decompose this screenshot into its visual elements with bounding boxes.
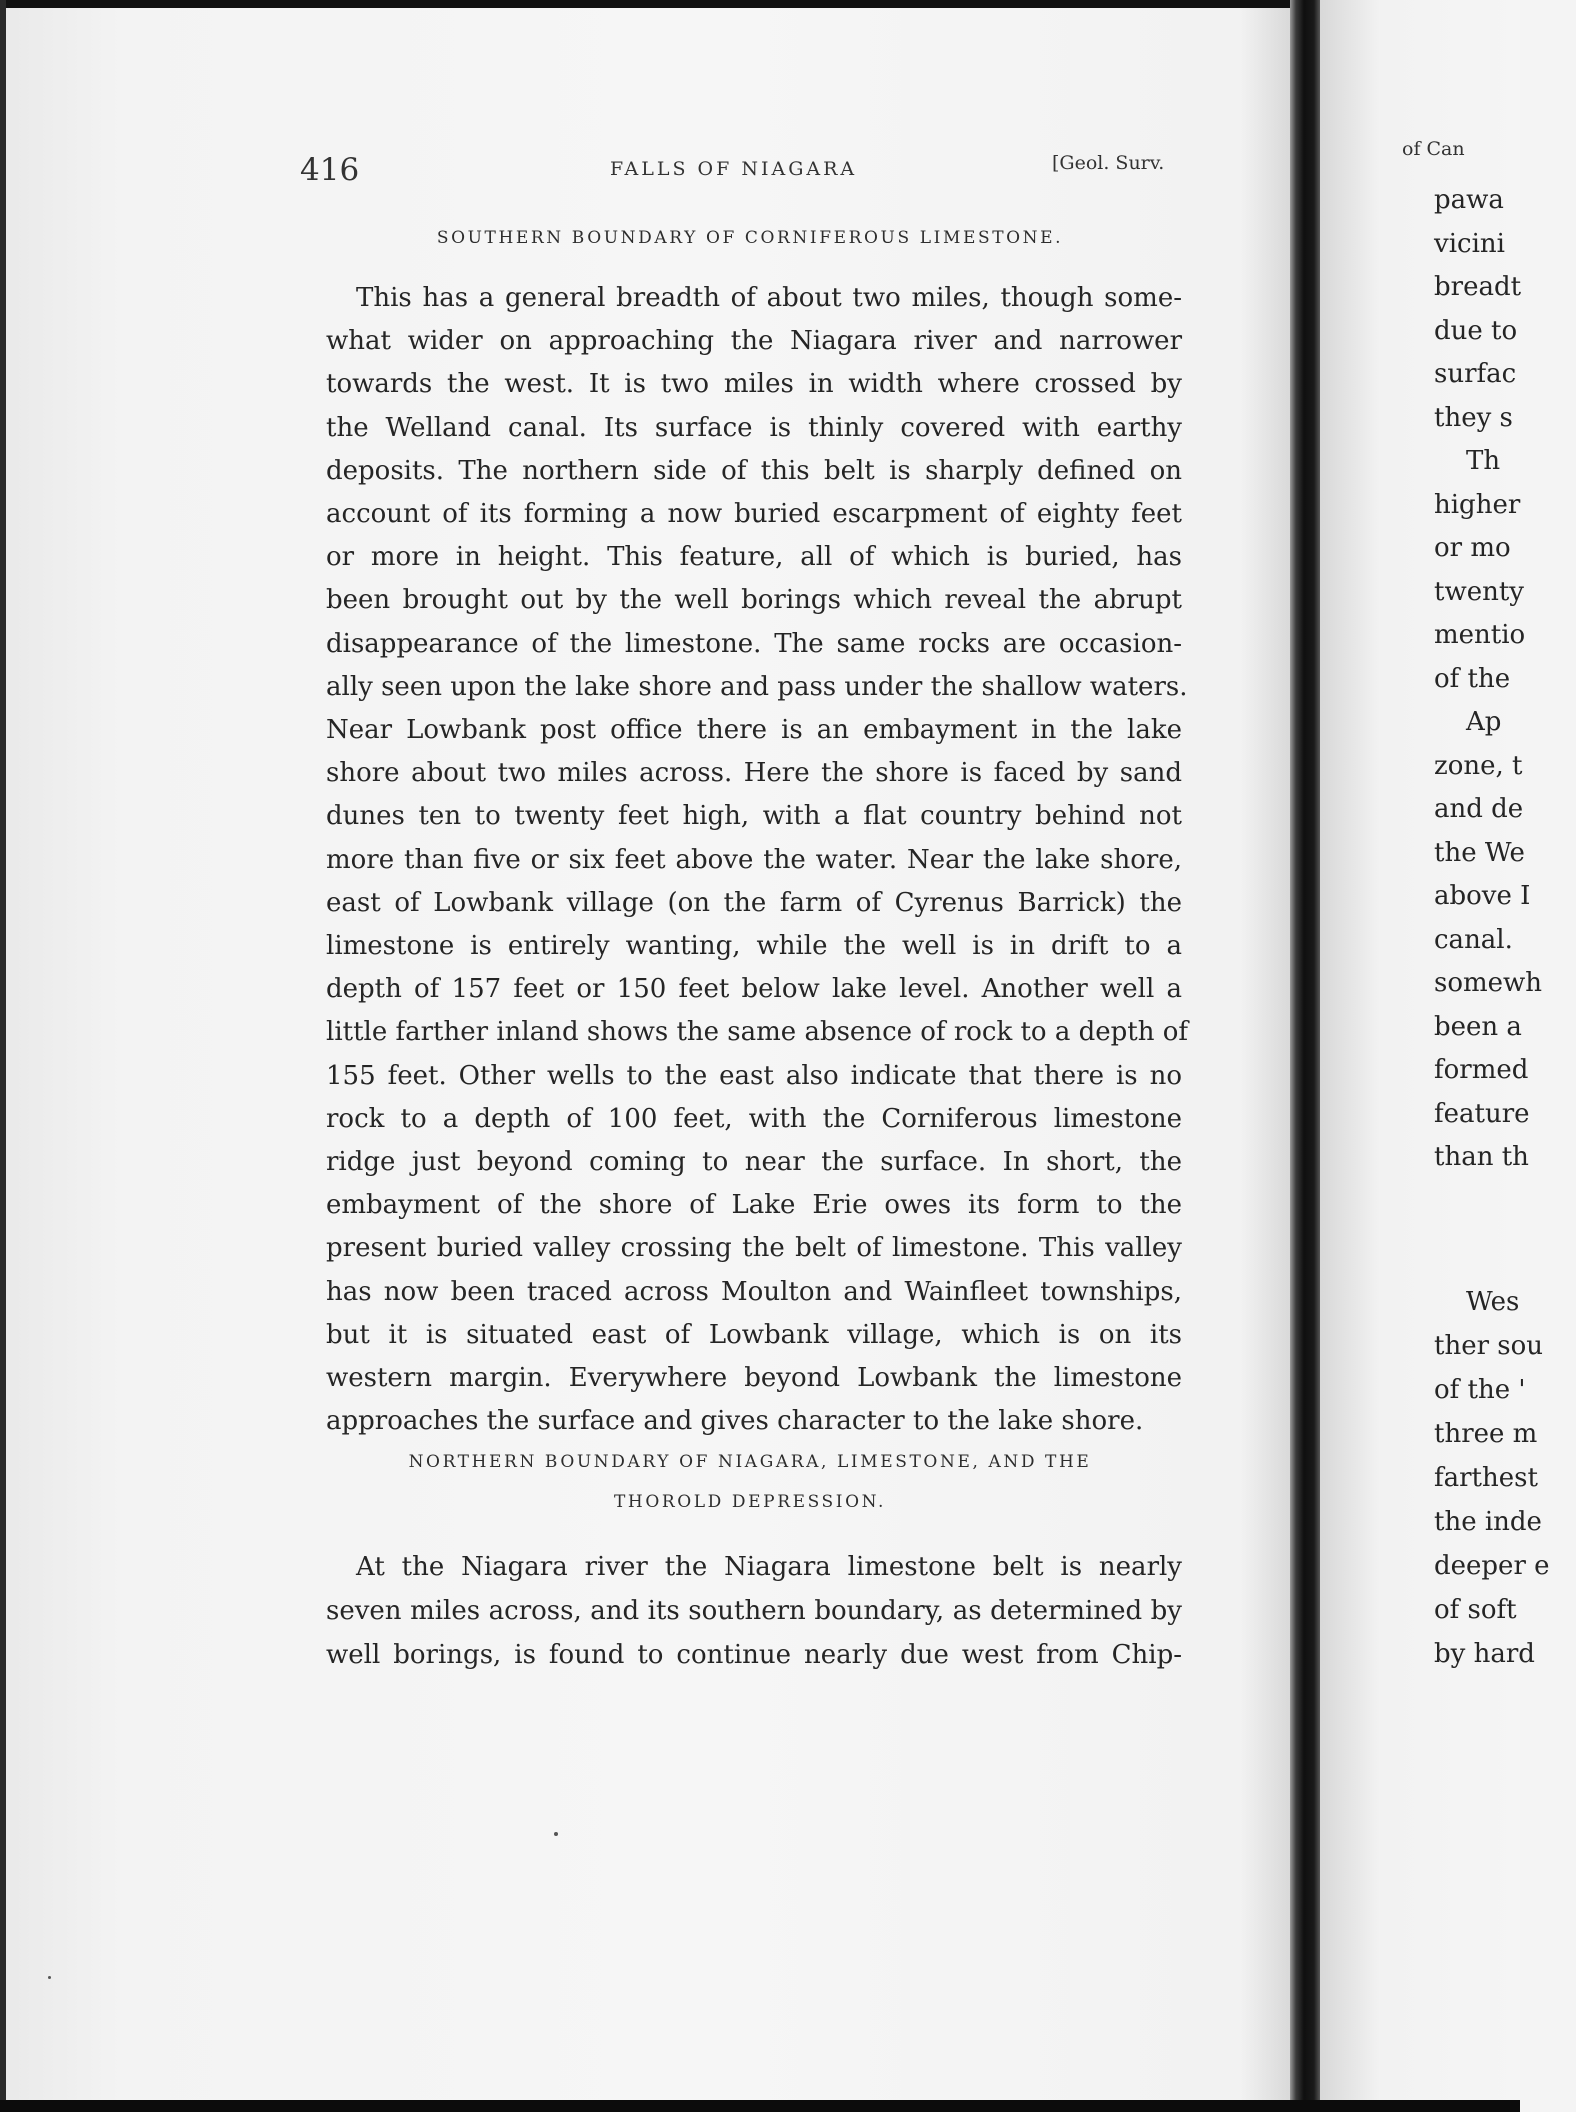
text-line: embayment of the shore of Lake Erie owes its form to the: [326, 1190, 1182, 1221]
text-line: approaches the surface and gives character to the lake shore.: [326, 1406, 1144, 1437]
right-page-text-line: the We: [1434, 837, 1525, 868]
running-head: [300, 152, 1200, 192]
running-head-right: [Geol. Surv.: [1052, 152, 1165, 174]
right-page-text-line: or mo: [1434, 533, 1511, 563]
text-line: deposits. The northern side of this belt is sharply defined on: [326, 455, 1182, 486]
text-line: but it is situated east of Lowbank village, which is on its: [326, 1319, 1182, 1350]
text-line: well borings, is found to continue nearly due west from Chip-: [326, 1640, 1182, 1670]
text-line: account of its forming a now buried escarpment of eighty feet: [326, 499, 1182, 529]
right-page-text-line: Ap: [1466, 707, 1502, 737]
right-page-text-line: three m: [1434, 1419, 1538, 1449]
right-page-text-line: above I: [1434, 881, 1531, 911]
right-page-text-line: Wes: [1466, 1287, 1520, 1317]
scan-speck: [48, 1976, 51, 1979]
right-page-text-line: surfac: [1434, 359, 1517, 389]
text-line: has now been traced across Moulton and Wainfleet townships,: [326, 1276, 1182, 1307]
right-page-text-line: somewh: [1434, 968, 1543, 998]
right-page-text-line: been a: [1434, 1011, 1522, 1042]
right-page-text-line: zone, t: [1434, 750, 1523, 781]
text-line: the Welland canal. Its surface is thinly covered with earthy: [326, 412, 1182, 443]
right-page-text-line: of the: [1434, 663, 1511, 694]
right-page-text-line: feature: [1434, 1098, 1530, 1129]
text-line: dunes ten to twenty feet high, with a flat country behind not: [326, 801, 1182, 832]
text-line: At the Niagara river the Niagara limestone belt is nearly: [356, 1552, 1182, 1582]
right-page-text-line: Th: [1466, 446, 1501, 476]
scan-speck: [554, 1832, 558, 1836]
text-line: or more in height. This feature, all of which is buried, has: [326, 542, 1182, 573]
text-line: ridge just beyond coming to near the surface. In short, the: [326, 1147, 1182, 1177]
section-heading-northern-boundary-line-1: NORTHERN BOUNDARY OF NIAGARA, LIMESTONE, AND THE: [408, 1452, 1092, 1472]
text-line: This has a general breadth of about two miles, though some-: [356, 283, 1182, 313]
right-page-text-line: breadt: [1434, 272, 1522, 302]
right-page-text-line: than th: [1434, 1142, 1529, 1172]
text-line: been brought out by the well borings which reveal the abrupt: [326, 585, 1182, 616]
text-line: what wider on approaching the Niagara river and narrower: [326, 326, 1182, 357]
right-page-text-line: pawa: [1434, 185, 1504, 215]
page-number: 416: [300, 152, 360, 188]
right-page-text-line: due to: [1434, 315, 1518, 346]
right-page-text-line: by hard: [1434, 1639, 1535, 1669]
section-heading-northern-boundary-line-2: THOROLD DEPRESSION.: [613, 1492, 887, 1512]
right-page-text-line: mentio: [1434, 620, 1526, 650]
text-line: depth of 157 feet or 150 feet below lake level. Another well a: [326, 974, 1182, 1005]
right-page-text-line: vicini: [1434, 228, 1505, 259]
text-line: rock to a depth of 100 feet, with the Corniferous limestone: [326, 1103, 1182, 1134]
text-line: seven miles across, and its southern boundary, as determined by: [326, 1596, 1182, 1626]
right-page-text-line: higher: [1434, 489, 1521, 520]
right-page-text-line: of the ': [1434, 1375, 1526, 1405]
text-line: little farther inland shows the same absence of rock to a depth of: [326, 1017, 1189, 1048]
running-title: FALLS OF NIAGARA: [610, 158, 858, 180]
text-line: 155 feet. Other wells to the east also indicate that there is no: [326, 1060, 1182, 1091]
text-line: east of Lowbank village (on the farm of Cyrenus Barrick) the: [326, 887, 1182, 918]
right-page-running-head: of Can: [1402, 138, 1465, 160]
text-line: towards the west. It is two miles in width where crossed by: [326, 369, 1182, 400]
right-page-text-line: twenty: [1434, 576, 1524, 607]
text-line: western margin. Everywhere beyond Lowbank the limestone: [326, 1363, 1182, 1393]
text-line: Near Lowbank post office there is an embayment in the lake: [326, 715, 1182, 745]
text-line: ally seen upon the lake shore and pass under the shallow waters.: [326, 671, 1188, 702]
right-page-partial: [1320, 0, 1550, 2112]
right-page-text-line: and de: [1434, 794, 1524, 824]
scanner-edge-bottom: [0, 2100, 1520, 2112]
right-page-text-line: of soft: [1434, 1595, 1517, 1625]
text-line: shore about two miles across. Here the shore is faced by sand: [326, 758, 1182, 789]
right-page-text-line: they s: [1434, 402, 1513, 433]
right-page-text-line: deeper e: [1434, 1551, 1550, 1581]
right-page-text-line: formed: [1434, 1055, 1529, 1085]
text-line: more than five or six feet above the water. Near the lake shore,: [326, 844, 1182, 875]
right-page-text-line: the inde: [1434, 1507, 1542, 1537]
text-line: limestone is entirely wanting, while the well is in drift to a: [326, 931, 1182, 961]
right-page-text-line: farthest: [1434, 1463, 1538, 1493]
right-page-text-line: ther sou: [1434, 1331, 1544, 1361]
section-heading-southern-boundary: SOUTHERN BOUNDARY OF CORNIFEROUS LIMESTONE.: [436, 228, 1064, 248]
right-page-text-line: canal.: [1434, 924, 1513, 955]
book-gutter: [1290, 0, 1320, 2112]
text-line: present buried valley crossing the belt of limestone. This valley: [326, 1233, 1182, 1264]
text-line: disappearance of the limestone. The same rocks are occasion-: [326, 628, 1182, 659]
